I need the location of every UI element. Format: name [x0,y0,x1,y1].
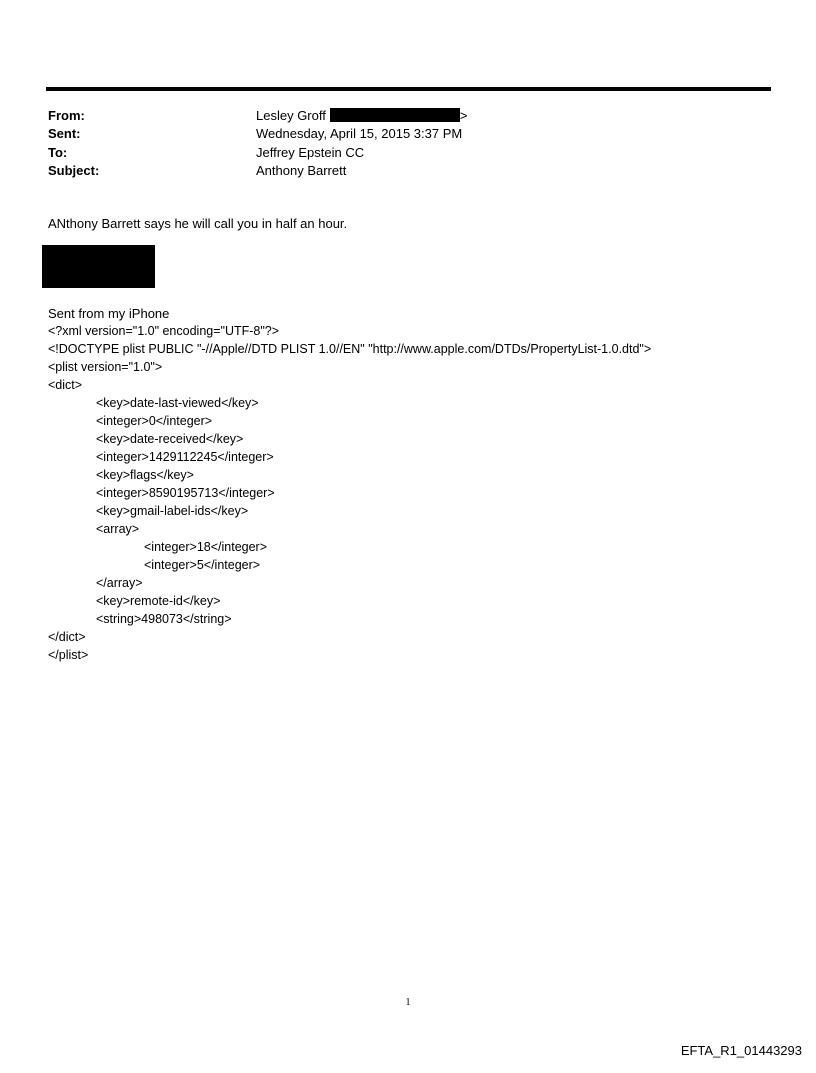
xml-line: <integer>18</integer> [144,540,268,554]
xml-line: <?xml version="1.0" encoding="UTF-8"?> [48,324,280,338]
xml-line: <string>498073</string> [96,612,232,626]
sent-value: Wednesday, April 15, 2015 3:37 PM [256,126,463,141]
from-suffix: > [459,108,468,123]
xml-line: </array> [96,576,143,590]
subject-label: Subject: [48,163,100,178]
xml-line: <key>flags</key> [96,468,194,482]
xml-line: <integer>0</integer> [96,414,213,428]
header-rule [46,87,771,91]
xml-line: <plist version="1.0"> [48,360,163,374]
redaction-block [42,245,155,288]
xml-line: </plist> [48,648,89,662]
redaction-bar [330,108,460,122]
subject-value: Anthony Barrett [256,163,347,178]
xml-line: <integer>5</integer> [144,558,261,572]
xml-line: <key>gmail-label-ids</key> [96,504,249,518]
message-text: ANthony Barrett says he will call you in half an hour. [48,216,348,231]
xml-line: <key>date-received</key> [96,432,244,446]
xml-line: <integer>8590195713</integer> [96,486,275,500]
xml-line: <dict> [48,378,83,392]
from-value [256,108,467,123]
xml-line: <!DOCTYPE plist PUBLIC "-//Apple//DTD PLIST 1.0//EN" "http://www.apple.com/DTDs/PropertyList-1.0.dtd"> [48,342,652,356]
from-label: From: [48,108,85,123]
page-number: 1 [405,997,411,1008]
signature-text: Sent from my iPhone [48,306,170,321]
to-value: Jeffrey Epstein CC [256,145,365,160]
from-name: Lesley Groff [256,108,326,123]
to-label: To: [48,145,68,160]
xml-line: </dict> [48,630,86,644]
bates-number: EFTA_R1_01443293 [680,1043,802,1058]
sent-label: Sent: [48,126,81,141]
xml-line: <key>remote-id</key> [96,594,221,608]
xml-line: <key>date-last-viewed</key> [96,396,259,410]
xml-line: <integer>1429112245</integer> [96,450,274,464]
xml-line: <array> [96,522,140,536]
